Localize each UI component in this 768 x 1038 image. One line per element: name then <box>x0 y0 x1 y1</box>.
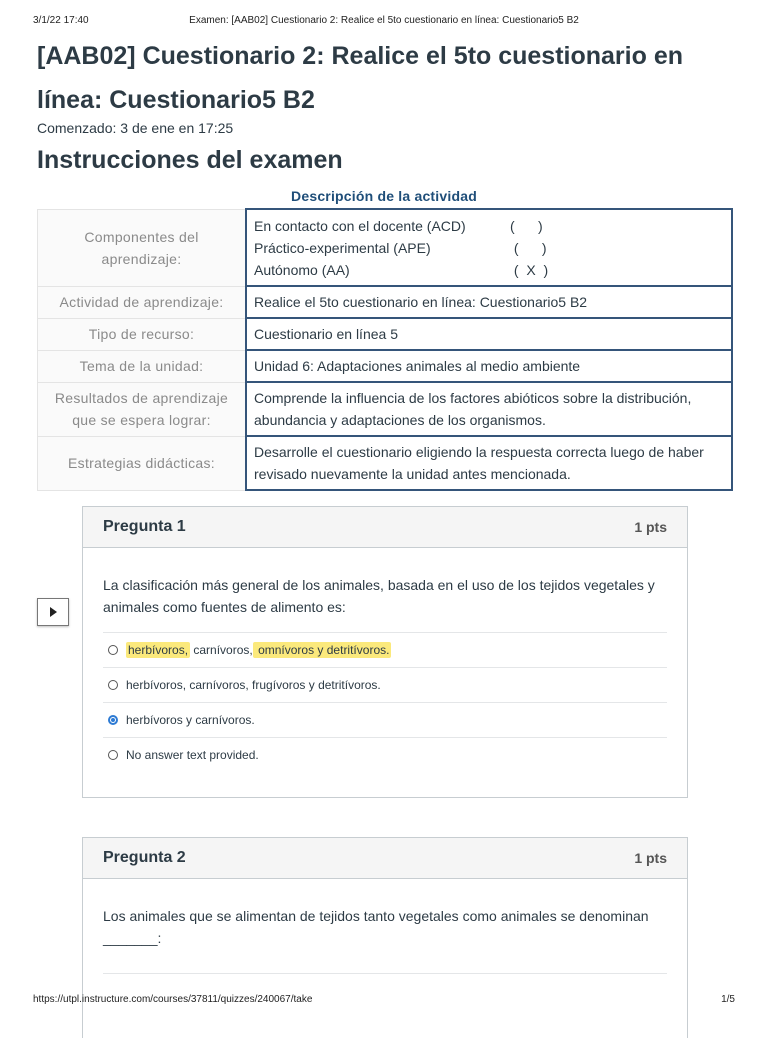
answer-list <box>103 632 667 772</box>
instructions-heading: Instrucciones del examen <box>37 146 343 174</box>
play-icon <box>50 607 57 617</box>
question-header <box>83 507 687 548</box>
print-document-title: Examen: [AAB02] Cuestionario 2: Realice el 5to cuestionario en línea: Cuestionario5 B2 <box>189 15 579 26</box>
radio-button[interactable] <box>108 645 118 655</box>
answer-option[interactable] <box>103 702 667 737</box>
started-timestamp: Comenzado: 3 de ene en 17:25 <box>37 120 234 136</box>
component-name: Práctico-experimental (APE) <box>254 239 431 256</box>
question-2 <box>82 837 688 1038</box>
question-points: 1 pts <box>634 850 667 866</box>
radio-button-selected[interactable] <box>108 715 118 725</box>
answer-label <box>126 643 391 657</box>
answer-text: carnívoros, <box>190 643 253 657</box>
activity-row-components <box>38 209 733 286</box>
activity-label: Tema de la unidad: <box>38 350 247 382</box>
activity-value <box>246 209 732 286</box>
component-line <box>254 237 724 259</box>
question-text: La clasificación más general de los animales, basada en el uso de los tejidos vegetales y animales como fuentes de alimento es: <box>103 577 655 615</box>
answer-divider <box>103 973 667 975</box>
question-name: Pregunta 2 <box>103 849 186 866</box>
component-mark: ( X ) <box>510 261 549 278</box>
answer-option[interactable] <box>103 737 667 772</box>
answer-label: herbívoros y carnívoros. <box>126 713 255 727</box>
component-name: Autónomo (AA) <box>254 261 350 278</box>
activity-row <box>38 318 733 350</box>
component-mark: ( ) <box>510 217 543 234</box>
activity-caption: Descripción de la actividad <box>291 188 477 204</box>
component-mark: ( ) <box>510 239 547 256</box>
component-line <box>254 215 724 237</box>
activity-value: Desarrolle el cuestionario eligiendo la respuesta correcta luego de haber revisado nuevamente la unidad antes mencionada. <box>246 436 732 490</box>
activity-table <box>37 208 733 491</box>
activity-row <box>38 436 733 490</box>
activity-value: Cuestionario en línea 5 <box>246 318 732 350</box>
activity-value: Realice el 5to cuestionario en línea: Cuestionario5 B2 <box>246 286 732 318</box>
component-line <box>254 259 724 281</box>
activity-label: Actividad de aprendizaje: <box>38 286 247 318</box>
print-datetime: 3/1/22 17:40 <box>33 15 89 26</box>
question-header <box>83 838 687 879</box>
question-name: Pregunta 1 <box>103 518 186 535</box>
answer-label: No answer text provided. <box>126 748 259 762</box>
radio-button[interactable] <box>108 750 118 760</box>
quiz-title: [AAB02] Cuestionario 2: Realice el 5to cuestionario en línea: Cuestionario5 B2 <box>37 42 683 114</box>
answer-option[interactable] <box>103 667 667 702</box>
activity-row <box>38 286 733 318</box>
activity-row <box>38 382 733 436</box>
activity-label: Resultados de aprendizaje que se espera lograr: <box>38 382 247 436</box>
answer-list <box>103 973 667 975</box>
question-1 <box>82 506 688 798</box>
print-header <box>0 15 768 29</box>
activity-label: Tipo de recurso: <box>38 318 247 350</box>
answer-label: herbívoros, carnívoros, frugívoros y detritívoros. <box>126 678 381 692</box>
radio-button[interactable] <box>108 680 118 690</box>
activity-label: Estrategias didácticas: <box>38 436 247 490</box>
highlighted-text: herbívoros, <box>128 643 189 657</box>
flag-question-button[interactable] <box>37 598 69 626</box>
question-points: 1 pts <box>634 519 667 535</box>
activity-value: Comprende la influencia de los factores abióticos sobre la distribución, abundancia y adaptaciones de los organismos. <box>246 382 732 436</box>
print-url: https://utpl.instructure.com/courses/37811/quizzes/240067/take <box>33 994 313 1005</box>
activity-label: Componentes del aprendizaje: <box>38 209 247 286</box>
print-page-number: 1/5 <box>721 994 735 1005</box>
highlighted-text: omnívoros y detritívoros. <box>254 643 390 657</box>
question-text: Los animales que se alimentan de tejidos tanto vegetales como animales se denominan _______: <box>103 908 649 946</box>
activity-row <box>38 350 733 382</box>
answer-option[interactable] <box>103 632 667 667</box>
activity-value: Unidad 6: Adaptaciones animales al medio ambiente <box>246 350 732 382</box>
component-name: En contacto con el docente (ACD) <box>254 217 466 234</box>
